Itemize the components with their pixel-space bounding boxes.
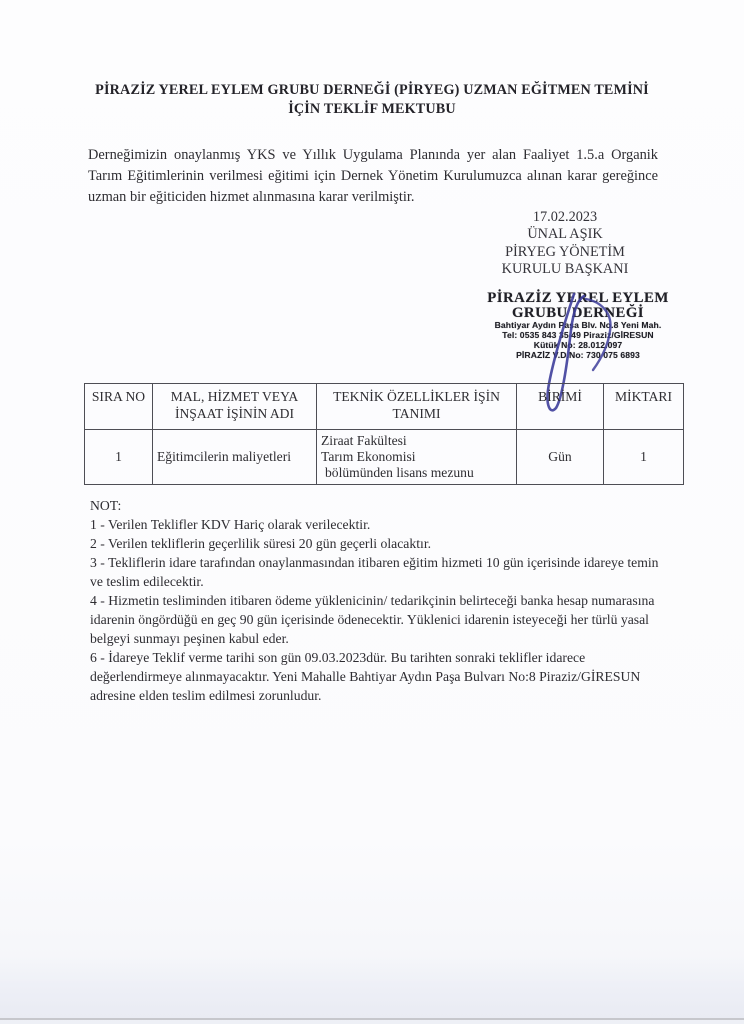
document-title-line1: PİRAZİZ YEREL EYLEM GRUBU DERNEĞİ (PİRYEG) UZMAN EĞİTMEN TEMİNİ — [95, 82, 649, 98]
intro-paragraph: Derneğimizin onaylanmış YKS ve Yıllık Uygulama Planında yer alan Faaliyet 1.5.a Organik Tarım Eğitimlerinin verilmesi eğitimi için Dernek Yönetim Kurulumuzca alınan karar gereğince uzman bir eğiticiden hizmet alınmasına karar verilmiştir. — [88, 147, 658, 205]
notes-section — [90, 496, 668, 705]
document-date: 17.02.2023 — [532, 209, 598, 225]
scan-edge-shadow — [0, 956, 744, 1020]
stamp-phone: Tel: 0535 843 35 49 Piraziz/GİRESUN — [502, 330, 654, 341]
header-technical-spec: TEKNİK ÖZELLİKLER İŞİN TANIMI — [317, 384, 517, 430]
cell-unit: Gün — [517, 430, 604, 485]
note-item-3: 3 - Tekliflerin idare tarafından onaylanmasından itibaren eğitim hizmeti 10 gün içerisinde idareye temin ve teslim edilecektir. — [90, 555, 659, 589]
note-item-1: 1 - Verilen Teklifler KDV Hariç olarak verilecektir. — [90, 517, 371, 532]
notes-label: NOT: — [90, 498, 122, 513]
signatory-role-line1: PİRYEG YÖNETİM — [505, 243, 625, 260]
cell-item-name: Eğitimcilerin maliyetleri — [153, 430, 317, 485]
stamp-name-line1: PİRAZİZ YEREL EYLEM — [487, 290, 669, 306]
signatory-block — [462, 209, 668, 279]
note-item-6: 6 - İdareye Teklif verme tarihi son gün 09.03.2023dür. Bu tarihten sonraki teklifler idarece değerlendirmeye alınmayacaktır. Yeni Mahalle Bahtiyar Aydın Paşa Bulvarı No:8 Piraziz/GİRESUN adresine elden teslim edilmesi zorunludur. — [90, 650, 641, 703]
offer-items-table — [84, 383, 684, 485]
document-title — [0, 81, 744, 118]
spec-line3: bölümünden lisans mezunu — [325, 464, 474, 480]
stamp-tax-no: PİRAZİZ V.D.No: 730 075 6893 — [516, 349, 640, 360]
document-title-line2: İÇİN TEKLİF MEKTUBU — [288, 100, 456, 117]
header-unit: BİRİMİ — [517, 384, 604, 430]
stamp-registry-no: Kütük No: 28.012.097 — [533, 339, 623, 350]
cell-quantity: 1 — [604, 430, 684, 485]
table-header-row — [85, 384, 684, 430]
signatory-role-line2: KURULU BAŞKANI — [501, 261, 629, 278]
header-sira-no: SIRA NO — [85, 384, 153, 430]
header-item-name: MAL, HİZMET VEYA İNŞAAT İŞİNİN ADI — [153, 384, 317, 430]
stamp-address: Bahtiyar Aydın Paşa Blv. No.8 Yeni Mah. — [494, 320, 662, 331]
note-item-4: 4 - Hizmetin tesliminden itibaren ödeme yüklenicinin/ tedarikçinin belirteceği banka hesap numarasına idarenin öngördüğü en geç 90 gün içerisinde ödenecektir. Yüklenici idarenin isteyeceği her türlü yasal belgeyi sunmayı peşinen kabul eder. — [90, 593, 655, 646]
association-stamp — [476, 291, 680, 360]
signatory-name: ÜNAL AŞIK — [527, 226, 603, 243]
table-row — [85, 430, 684, 485]
stamp-name-line2: GRUBU DERNEĞİ — [511, 305, 645, 322]
spec-line1: Ziraat Fakültesi — [321, 433, 407, 449]
cell-technical-spec — [317, 430, 517, 485]
spec-line2: Tarım Ekonomisi — [321, 449, 416, 465]
header-quantity: MİKTARI — [604, 384, 684, 430]
note-item-2: 2 - Verilen tekliflerin geçerlilik süresi 20 gün geçerli olacaktır. — [90, 536, 432, 551]
cell-sira-no: 1 — [85, 430, 153, 485]
